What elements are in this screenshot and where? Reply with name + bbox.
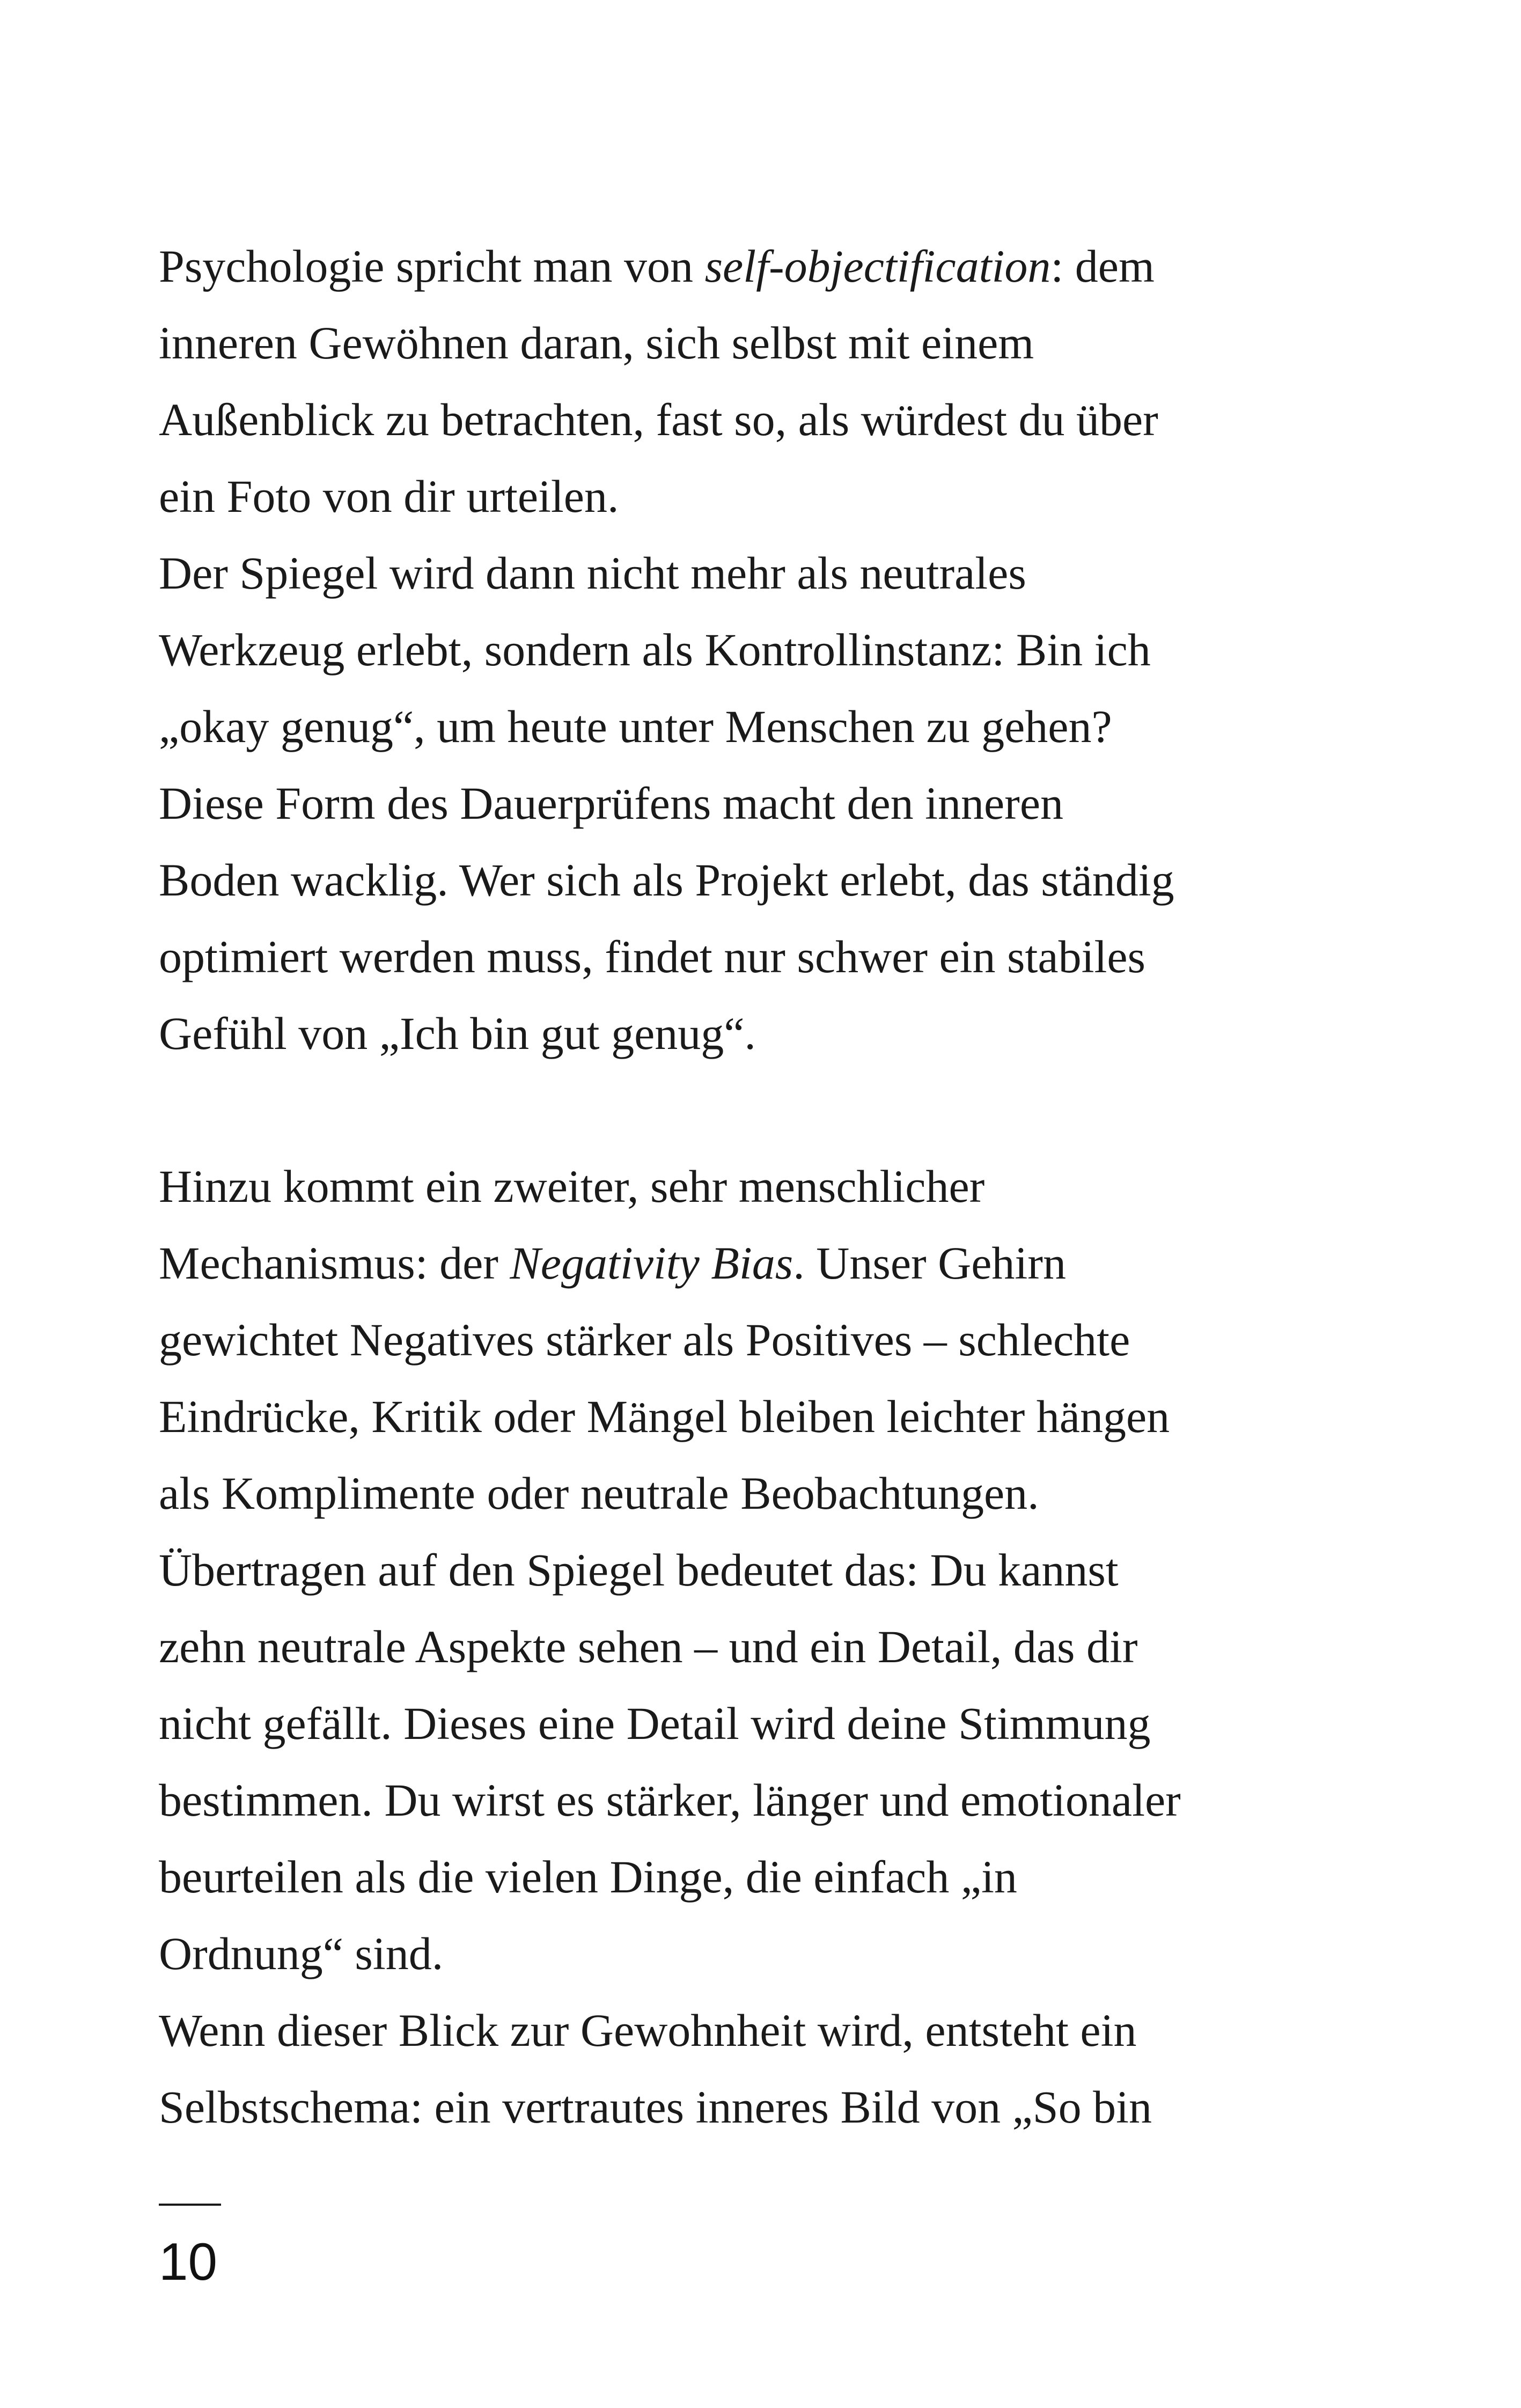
text-line: ein Foto von dir urteilen. (159, 471, 619, 522)
text-run: Psychologie spricht man von (159, 240, 705, 292)
text-line: optimiert werden muss, findet nur schwer ein stabiles (159, 931, 1146, 982)
italic-term: Negativity Bias (510, 1237, 793, 1289)
text-line: Gefühl von „Ich bin gut genug“. (159, 1008, 756, 1059)
text-run: Mechanismus: der (159, 1237, 510, 1289)
text-line: Eindrücke, Kritik oder Mängel bleiben leichter hängen (159, 1391, 1170, 1442)
text-line: nicht gefällt. Dieses eine Detail wird deine Stimmung (159, 1698, 1151, 1749)
text-line: Werkzeug erlebt, sondern als Kontrollinstanz: Bin ich (159, 624, 1151, 676)
paragraph-negativity-bias (159, 1148, 1393, 2146)
text-line (159, 1225, 1393, 1302)
italic-term: self-objectification (704, 240, 1051, 292)
text-run: : dem (1050, 240, 1155, 292)
text-line: bestimmen. Du wirst es stärker, länger und emotionaler (159, 1774, 1181, 1826)
text-line (159, 228, 1393, 305)
text-line: Diese Form des Dauerprüfens macht den inneren (159, 777, 1063, 829)
page-number: 10 (159, 2232, 218, 2291)
text-line: Übertragen auf den Spiegel bedeutet das: Du kannst (159, 1544, 1119, 1596)
text-line: Der Spiegel wird dann nicht mehr als neutrales (159, 547, 1026, 599)
text-line: Wenn dieser Blick zur Gewohnheit wird, entsteht ein (159, 2005, 1137, 2056)
text-line: Boden wacklig. Wer sich als Projekt erlebt, das ständig (159, 854, 1174, 906)
text-line: Außenblick zu betrachten, fast so, als würdest du über (159, 394, 1158, 445)
text-line: gewichtet Negatives stärker als Positives – schlechte (159, 1314, 1130, 1365)
text-line: inneren Gewöhnen daran, sich selbst mit einem (159, 317, 1034, 369)
text-line: Selbstschema: ein vertrautes inneres Bild von „So bin (159, 2081, 1152, 2133)
text-line: „okay genug“, um heute unter Menschen zu gehen? (159, 701, 1112, 752)
text-line: zehn neutrale Aspekte sehen – und ein Detail, das dir (159, 1621, 1138, 1672)
text-line: beurteilen als die vielen Dinge, die einfach „in (159, 1851, 1017, 1903)
text-line: Hinzu kommt ein zweiter, sehr menschlicher (159, 1161, 985, 1212)
text-line: als Komplimente oder neutrale Beobachtungen. (159, 1467, 1039, 1519)
text-run: . Unser Gehirn (793, 1237, 1066, 1289)
paragraph-self-objectification (159, 228, 1393, 1072)
text-line: Ordnung“ sind. (159, 1928, 444, 1979)
footer-rule (159, 2204, 221, 2206)
